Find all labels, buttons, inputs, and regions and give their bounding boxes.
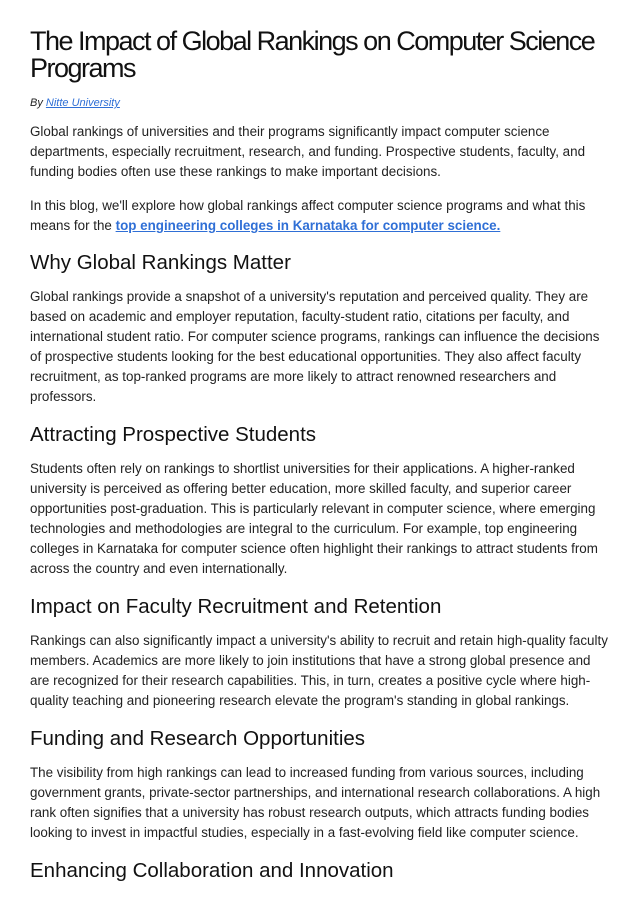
author-link[interactable]: Nitte University: [45, 97, 120, 109]
section-heading-faculty-recruitment: Impact on Faculty Recruitment and Retention: [30, 595, 442, 618]
colleges-link[interactable]: top engineering colleges in Karnataka for computer science.: [115, 218, 501, 233]
byline: [30, 96, 610, 110]
section-heading-collaboration-innovation: Enhancing Collaboration and Innovation: [30, 859, 394, 882]
section-body-funding-research: The visibility from high rankings can lead to increased funding from various sources, including government grants, private-sector partnerships, and international research collaborations. A high rank often signifies that a university has robust research outputs, which attracts funding bodies looking to invest in impactful studies, especially in a fast-evolving field like computer science.: [30, 765, 601, 840]
section-body-faculty-recruitment: Rankings can also significantly impact a university's ability to recruit and retain high-quality faculty members. Academics are more likely to join institutions that have a strong global presence and are recognized for their research capabilities. This, in turn, creates a positive cycle where high-quality teaching and pioneering research elevate the program's standing in global rankings.: [30, 633, 608, 708]
section-body-attracting-students: Students often rely on rankings to shortlist universities for their applications. A higher-ranked university is perceived as offering better education, more skilled faculty, and superior career opportunities post-graduation. This is particularly relevant in computer science, where emerging technologies and methodologies are integral to the curriculum. For example, top engineering colleges in Karnataka for computer science often highlight their rankings to attract students from across the country and even internationally.: [30, 461, 598, 576]
section-heading-why-rankings-matter: Why Global Rankings Matter: [30, 251, 291, 274]
page-title: The Impact of Global Rankings on Computer Science Programs: [30, 26, 595, 83]
byline-prefix: By: [30, 97, 43, 109]
intro-paragraph-2: [30, 196, 610, 236]
article: [30, 28, 610, 883]
section-heading-attracting-students: Attracting Prospective Students: [30, 423, 317, 446]
section-heading-funding-research: Funding and Research Opportunities: [30, 727, 366, 750]
section-body-why-rankings-matter: Global rankings provide a snapshot of a university's reputation and perceived quality. They are based on academic and employer reputation, faculty-student ratio, citations per faculty, and international student ratio. For computer science programs, rankings can influence the decisions of prospective students looking for the best educational opportunities. They also affect faculty recruitment, as top-ranked programs are more likely to attract renowned researchers and professors.: [30, 289, 600, 404]
intro-2-text: In this blog, we'll explore how global rankings affect computer science programs and what this means for the: [30, 198, 586, 233]
intro-paragraph: Global rankings of universities and their programs significantly impact computer science departments, especially recruitment, research, and funding. Prospective students, faculty, and funding bodies often use these rankings to make important decisions.: [30, 124, 586, 179]
